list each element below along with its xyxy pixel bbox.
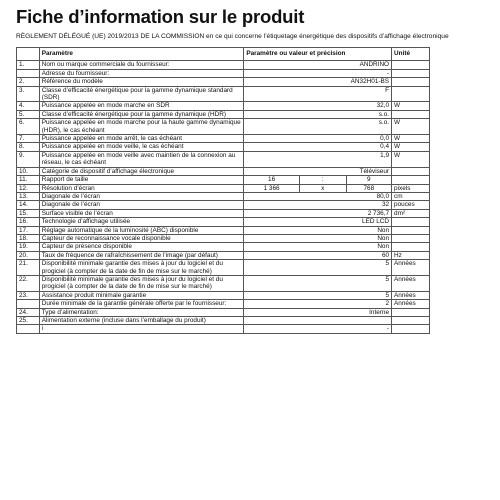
- row-value: -: [244, 325, 392, 333]
- row-value-second: 9: [346, 176, 391, 184]
- row-value: 2: [244, 300, 392, 308]
- row-number: 14.: [17, 201, 40, 209]
- row-unit: Années: [392, 300, 430, 308]
- row-parameter: Disponibilité minimale garantie des mises à jour du logiciel et du progiciel (à compter de la date de fin de mise sur le marché): [39, 275, 244, 291]
- row-parameter: Puissance appelée en mode veille, le cas échéant: [39, 143, 244, 151]
- row-unit: Années: [392, 275, 430, 291]
- table-row: [17, 218, 430, 226]
- row-unit: W: [392, 119, 430, 135]
- row-value: F: [244, 86, 392, 102]
- row-parameter: Classe d’efficacité énergétique pour la gamme dynamique (HDR): [39, 110, 244, 118]
- row-number: 10.: [17, 167, 40, 175]
- row-value: ANDRINO: [244, 61, 392, 69]
- row-value: 5: [244, 275, 392, 291]
- row-value-second: 768: [346, 184, 391, 192]
- table-row: [17, 78, 430, 86]
- row-number: 18.: [17, 234, 40, 242]
- row-unit: pouces: [392, 201, 430, 209]
- table-row: [17, 176, 430, 184]
- table-row: [17, 167, 430, 175]
- row-parameter: Catégorie de dispositif d’affichage électronique: [39, 167, 244, 175]
- row-value-first: 1 366: [244, 184, 300, 192]
- row-number: 1.: [17, 61, 40, 69]
- row-value: Interne: [244, 308, 392, 316]
- product-parameters-table: [16, 47, 430, 334]
- row-unit: [392, 234, 430, 242]
- row-unit: [392, 325, 430, 333]
- row-parameter: Réglage automatique de la luminosité (ABC) disponible: [39, 226, 244, 234]
- row-number: 7.: [17, 135, 40, 143]
- row-unit: [392, 226, 430, 234]
- row-parameter: Nom ou marque commerciale du fournisseur:: [39, 61, 244, 69]
- row-unit: [392, 86, 430, 102]
- row-value-first: 16: [244, 176, 300, 184]
- table-header-row: [17, 48, 430, 61]
- row-unit: [392, 69, 430, 77]
- row-parameter: Puissance appelée en mode marche en SDR: [39, 102, 244, 110]
- row-parameter: Technologie d’affichage utilisée: [39, 218, 244, 226]
- row-unit: [392, 317, 430, 325]
- row-number: 16.: [17, 218, 40, 226]
- row-parameter: Capteur de reconnaissance vocale disponible: [39, 234, 244, 242]
- product-information-sheet: [10, 0, 490, 334]
- row-unit: [392, 176, 430, 184]
- header-number: [17, 48, 40, 61]
- row-unit: Années: [392, 260, 430, 276]
- row-number: 19.: [17, 243, 40, 251]
- row-value-separator: :: [299, 176, 346, 184]
- table-row: [17, 143, 430, 151]
- table-row: [17, 275, 430, 291]
- regulation-reference: RÈGLEMENT DÉLÉGUÉ (UE) 2019/2013 DE LA COMMISSION en ce qui concerne l’étiquetage énergétique des dispositifs d’affichage électronique: [16, 33, 449, 40]
- row-parameter: Puissance appelée en mode arrêt, le cas échéant: [39, 135, 244, 143]
- row-parameter: Alimentation externe (incluse dans l’emballage du produit): [39, 317, 244, 325]
- row-parameter: Puissance appelée en mode veille avec maintien de la connexion au réseau, le cas échéant: [39, 151, 244, 167]
- header-unit: Unité: [392, 48, 430, 61]
- table-row: [17, 260, 430, 276]
- row-value: 0,0: [244, 135, 392, 143]
- row-value: s.o.: [244, 110, 392, 118]
- table-row: [17, 135, 430, 143]
- table-row: [17, 86, 430, 102]
- table-row: [17, 102, 430, 110]
- table-row: [17, 308, 430, 316]
- row-number: 25.: [17, 317, 40, 325]
- row-value: Non: [244, 243, 392, 251]
- row-unit: [392, 308, 430, 316]
- row-parameter: Capteur de présence disponible: [39, 243, 244, 251]
- row-number: 24.: [17, 308, 40, 316]
- row-unit: [392, 78, 430, 86]
- row-value: 32,0: [244, 102, 392, 110]
- row-number: 21.: [17, 260, 40, 276]
- row-parameter: Diagonale de l’écran: [39, 192, 244, 200]
- row-parameter: Type d’alimentation:: [39, 308, 244, 316]
- row-number: 5.: [17, 110, 40, 118]
- row-unit: dm²: [392, 209, 430, 217]
- row-value: Téléviseur: [244, 167, 392, 175]
- table-row: [17, 61, 430, 69]
- row-parameter: Assistance produit minimale garantie: [39, 291, 244, 299]
- header-parameter: Paramètre: [39, 48, 244, 61]
- table-row: [17, 226, 430, 234]
- row-unit: W: [392, 135, 430, 143]
- row-number: 9.: [17, 151, 40, 167]
- table-row: [17, 192, 430, 200]
- row-value: AN32H01-BS: [244, 78, 392, 86]
- row-number: 8.: [17, 143, 40, 151]
- row-value: 1,9: [244, 151, 392, 167]
- row-unit: cm: [392, 192, 430, 200]
- row-value: LED LCD: [244, 218, 392, 226]
- table-row: [17, 69, 430, 77]
- row-unit: [392, 243, 430, 251]
- row-value: 5: [244, 291, 392, 299]
- row-unit: [392, 218, 430, 226]
- row-value: 0,4: [244, 143, 392, 151]
- row-value-separator: x: [299, 184, 346, 192]
- row-value: s.o.: [244, 119, 392, 135]
- table-row: [17, 110, 430, 118]
- row-parameter: Rapport de taille: [39, 176, 244, 184]
- page-title: Fiche d’information sur le produit: [16, 6, 305, 27]
- row-parameter: i: [39, 325, 244, 333]
- row-number: 3.: [17, 86, 40, 102]
- row-number: 4.: [17, 102, 40, 110]
- row-parameter: Résolution d’écran: [39, 184, 244, 192]
- row-parameter: Adresse du fournisseur:: [39, 69, 244, 77]
- table-row: [17, 184, 430, 192]
- row-value: 2 736,7: [244, 209, 392, 217]
- header-value: Paramètre ou valeur et précision: [244, 48, 392, 61]
- table-row: [17, 243, 430, 251]
- row-value: [244, 317, 392, 325]
- row-unit: pixels: [392, 184, 430, 192]
- row-number: 2.: [17, 78, 40, 86]
- row-number: 6.: [17, 119, 40, 135]
- row-number: 23.: [17, 291, 40, 299]
- row-unit: [392, 167, 430, 175]
- row-parameter: Référence du modèle: [39, 78, 244, 86]
- table-row: [17, 234, 430, 242]
- table-row: [17, 291, 430, 299]
- row-number: [17, 325, 40, 333]
- row-parameter: Surface visible de l’écran: [39, 209, 244, 217]
- row-parameter: Diagonale de l’écran: [39, 201, 244, 209]
- row-value: 32: [244, 201, 392, 209]
- row-parameter: Taux de fréquence de rafraîchissement de l’image (par défaut): [39, 251, 244, 259]
- row-value: Non: [244, 226, 392, 234]
- row-value: 5: [244, 260, 392, 276]
- table-row: [17, 209, 430, 217]
- row-number: 22.: [17, 275, 40, 291]
- row-number: 15.: [17, 209, 40, 217]
- table-row: [17, 251, 430, 259]
- row-unit: Années: [392, 291, 430, 299]
- row-unit: [392, 110, 430, 118]
- row-value: 60: [244, 251, 392, 259]
- row-parameter: Puissance appelée en mode marche pour la haute gamme dynamique (HDR), le cas échéant: [39, 119, 244, 135]
- row-number: [17, 69, 40, 77]
- row-value: -: [244, 69, 392, 77]
- row-number: 12.: [17, 184, 40, 192]
- row-unit: [392, 61, 430, 69]
- table-row: [17, 325, 430, 333]
- row-number: 13.: [17, 192, 40, 200]
- row-parameter: Durée minimale de la garantie générale offerte par le fournisseur:: [39, 300, 244, 308]
- row-number: [17, 300, 40, 308]
- row-unit: Hz: [392, 251, 430, 259]
- table-row: [17, 317, 430, 325]
- row-unit: W: [392, 143, 430, 151]
- table-row: [17, 201, 430, 209]
- row-number: 17.: [17, 226, 40, 234]
- table-row: [17, 300, 430, 308]
- row-parameter: Disponibilité minimale garantie des mises à jour du logiciel et du progiciel (à compter de la date de fin de mise sur le marché): [39, 260, 244, 276]
- table-row: [17, 151, 430, 167]
- row-unit: W: [392, 151, 430, 167]
- row-value: Non: [244, 234, 392, 242]
- row-number: 20.: [17, 251, 40, 259]
- table-row: [17, 119, 430, 135]
- row-number: 11.: [17, 176, 40, 184]
- row-parameter: Classe d’efficacité énergétique pour la gamme dynamique standard (SDR): [39, 86, 244, 102]
- row-unit: W: [392, 102, 430, 110]
- row-value: 80,0: [244, 192, 392, 200]
